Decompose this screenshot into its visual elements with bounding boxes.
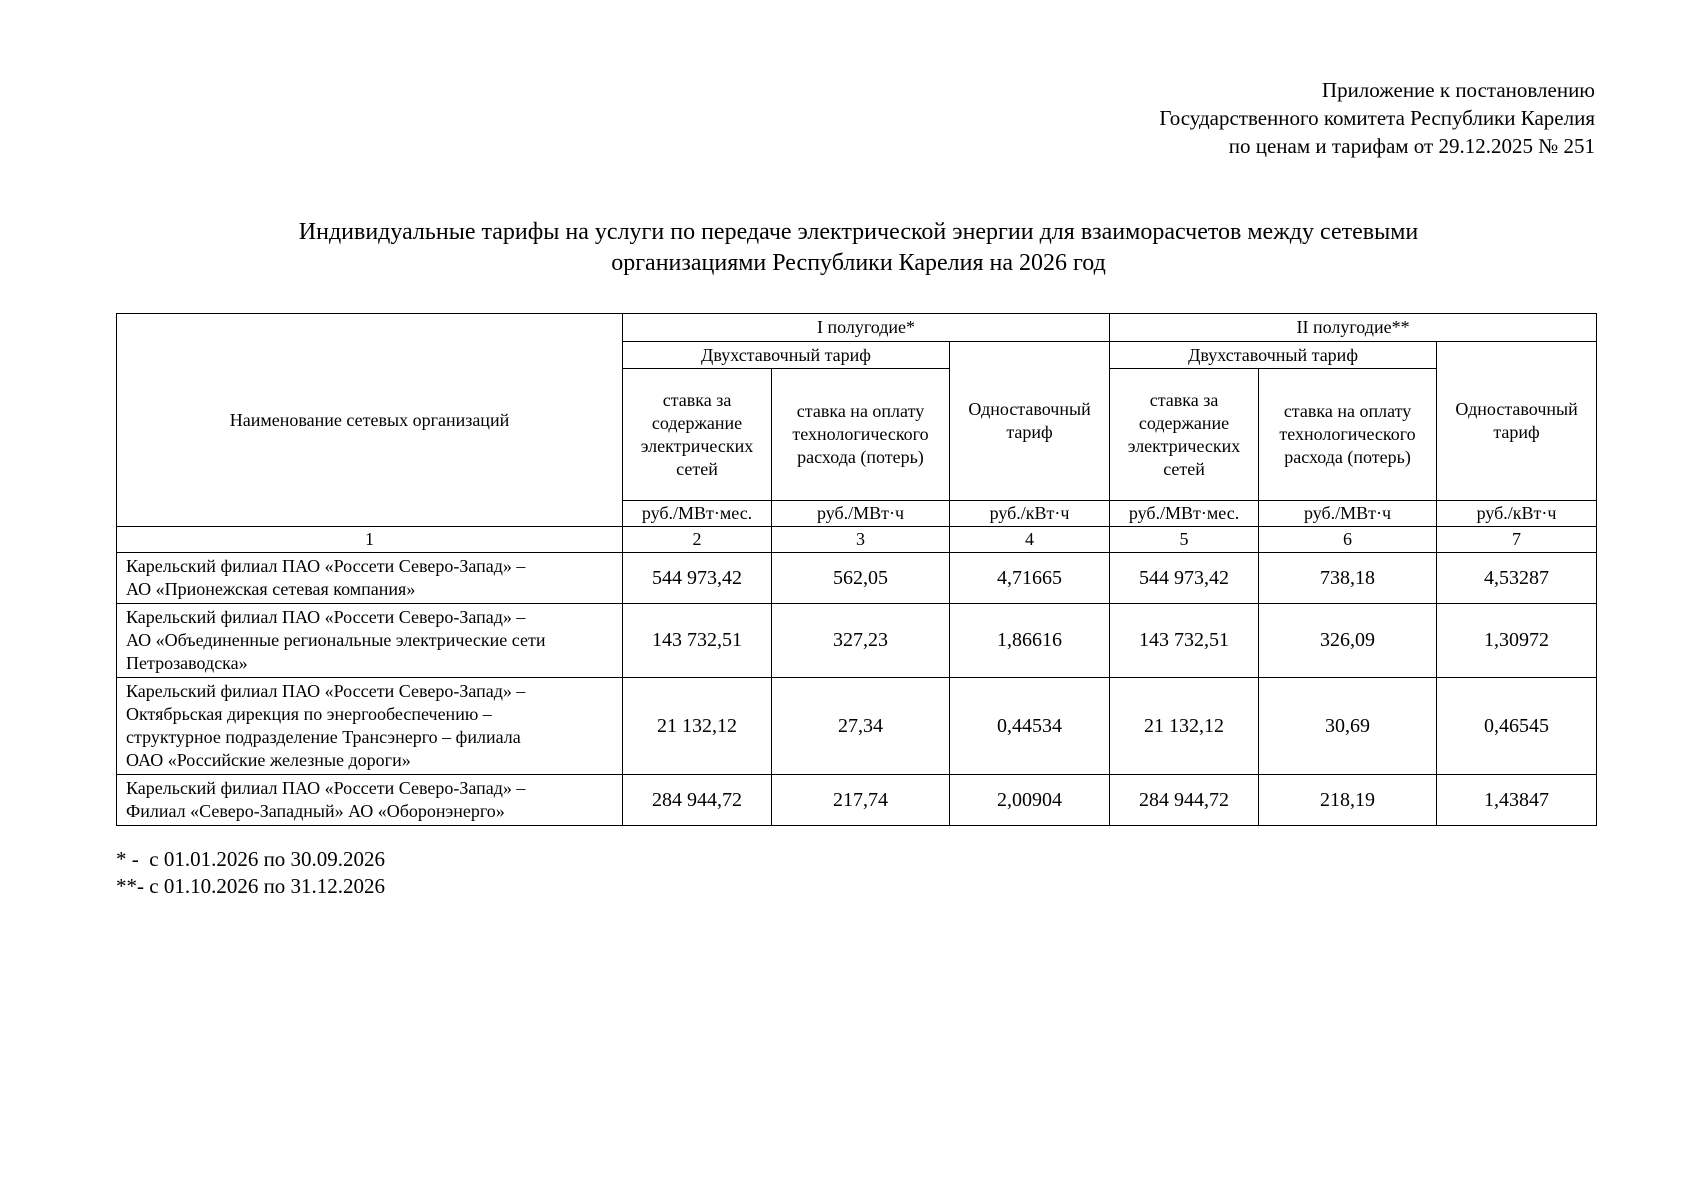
unit-maintenance-1: руб./МВт·мес. [623,501,772,527]
table-row [117,775,1597,826]
unit-losses-1: руб./МВт·ч [772,501,950,527]
value-cell: 544 973,42 [623,553,772,604]
value-cell: 544 973,42 [1110,553,1259,604]
org-name-cell [117,775,623,826]
header-two-rate-2: Двухставочный тариф [1110,342,1437,369]
value-cell: 217,74 [772,775,950,826]
appendix-line-3: по ценам и тарифам от 29.12.2025 № 251 [1228,134,1595,158]
column-number: 4 [950,527,1110,553]
header-rate-losses-2: ставка на оплату технологического расхода (потерь) [1259,369,1437,501]
header-one-rate-2: Одноставочный тариф [1437,342,1597,501]
value-cell: 27,34 [772,678,950,775]
header-rate-losses-1: ставка на оплату технологического расхода (потерь) [772,369,950,501]
unit-one-rate-2: руб./кВт·ч [1437,501,1597,527]
column-number: 7 [1437,527,1597,553]
column-number: 2 [623,527,772,553]
footnote-1: * - с 01.01.2026 по 30.09.2026 [116,847,386,871]
column-number: 3 [772,527,950,553]
org-name-cell [117,553,623,604]
appendix-reference [1159,76,1595,160]
value-cell: 143 732,51 [1110,604,1259,678]
value-cell: 284 944,72 [623,775,772,826]
org-name-line: Карельский филиал ПАО «Россети Северо-Запад» – [126,607,526,627]
value-cell: 4,53287 [1437,553,1597,604]
table-row [117,553,1597,604]
table-row [117,678,1597,775]
header-one-rate-1: Одноставочный тариф [950,342,1110,501]
org-name-line: Карельский филиал ПАО «Россети Северо-Запад» – [126,778,526,798]
header-rate-maintenance-2: ставка за содержание электрических сетей [1110,369,1259,501]
value-cell: 0,46545 [1437,678,1597,775]
header-rate-maintenance-1: ставка за содержание электрических сетей [623,369,772,501]
org-name-line: АО «Прионежская сетевая компания» [126,579,416,599]
value-cell: 2,00904 [950,775,1110,826]
tariff-table [116,313,1597,826]
unit-losses-2: руб./МВт·ч [1259,501,1437,527]
value-cell: 21 132,12 [623,678,772,775]
header-two-rate-1: Двухставочный тариф [623,342,950,369]
org-name-line: Петрозаводска» [126,653,248,673]
value-cell: 218,19 [1259,775,1437,826]
table-row [117,604,1597,678]
org-name-cell [117,678,623,775]
title-line-1: Индивидуальные тарифы на услуги по передаче электрической энергии для взаиморасчетов между сетевыми [298,219,1419,245]
org-name-line: ОАО «Российские железные дороги» [126,750,411,770]
unit-one-rate-1: руб./кВт·ч [950,501,1110,527]
org-name-line: Карельский филиал ПАО «Россети Северо-Запад» – [126,681,526,701]
value-cell: 562,05 [772,553,950,604]
title-line-2: организациями Республики Карелия на 2026 год [611,250,1106,276]
footnote-2: **- с 01.10.2026 по 31.12.2026 [116,874,386,898]
column-number-row [117,527,1597,553]
value-cell: 1,86616 [950,604,1110,678]
org-name-cell [117,604,623,678]
column-number: 1 [117,527,623,553]
header-half-2: II полугодие** [1110,314,1597,342]
footnotes [116,846,385,900]
value-cell: 30,69 [1259,678,1437,775]
document-title [116,217,1601,279]
value-cell: 21 132,12 [1110,678,1259,775]
value-cell: 326,09 [1259,604,1437,678]
value-cell: 4,71665 [950,553,1110,604]
org-name-line: Филиал «Северо-Западный» АО «Оборонэнерго» [126,801,505,821]
header-half-1: I полугодие* [623,314,1110,342]
appendix-line-1: Приложение к постановлению [1321,78,1595,102]
value-cell: 143 732,51 [623,604,772,678]
value-cell: 1,43847 [1437,775,1597,826]
value-cell: 0,44534 [950,678,1110,775]
column-number: 6 [1259,527,1437,553]
org-name-line: Карельский филиал ПАО «Россети Северо-Запад» – [126,556,526,576]
value-cell: 738,18 [1259,553,1437,604]
org-name-line: Октябрьская дирекция по энергообеспечению – [126,704,492,724]
value-cell: 327,23 [772,604,950,678]
org-name-line: структурное подразделение Трансэнерго – филиала [126,727,521,747]
appendix-line-2: Государственного комитета Республики Карелия [1159,106,1595,130]
column-number: 5 [1110,527,1259,553]
header-org-name: Наименование сетевых организаций [117,314,623,527]
unit-maintenance-2: руб./МВт·мес. [1110,501,1259,527]
value-cell: 284 944,72 [1110,775,1259,826]
org-name-line: АО «Объединенные региональные электрические сети [126,630,546,650]
value-cell: 1,30972 [1437,604,1597,678]
